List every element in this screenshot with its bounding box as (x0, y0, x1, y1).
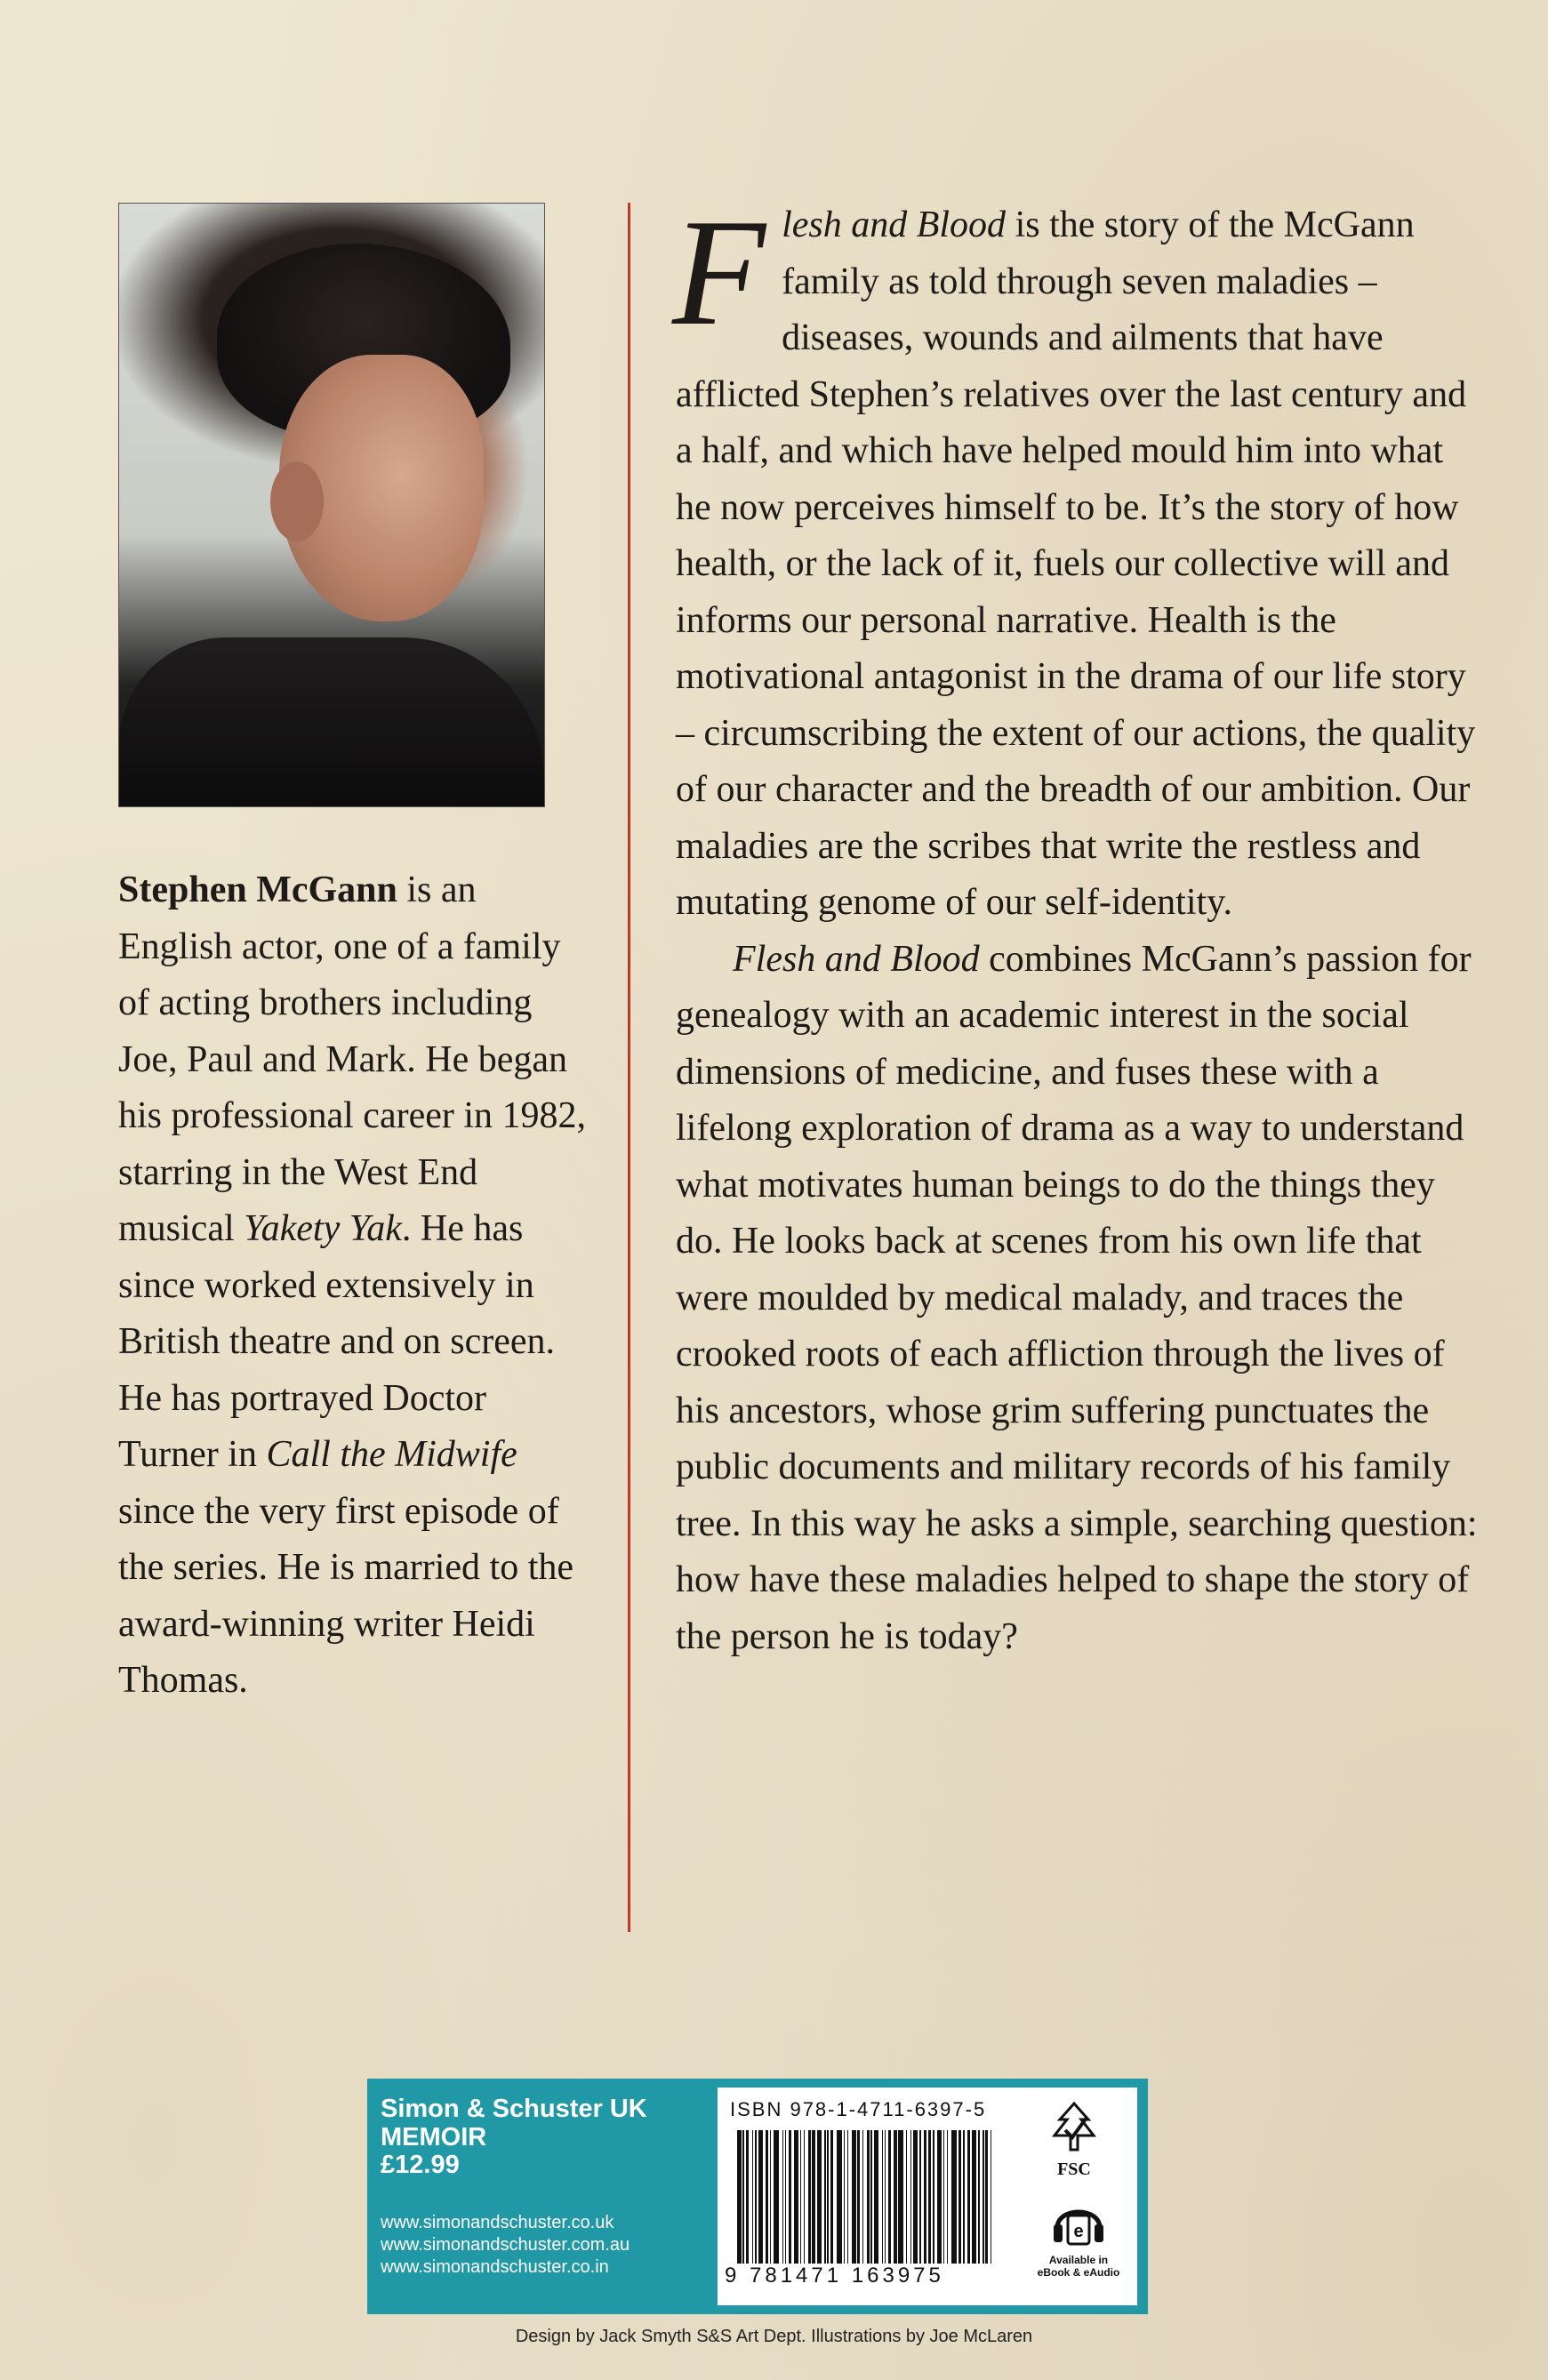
barcode-bar (817, 2130, 822, 2264)
barcode-bar (928, 2130, 931, 2264)
barcode-bar (958, 2130, 961, 2264)
barcode (737, 2130, 995, 2264)
barcode-bar (837, 2130, 842, 2264)
barcode-bar (933, 2130, 934, 2264)
barcode-bar (898, 2130, 903, 2264)
barcode-bar (870, 2130, 872, 2264)
barcode-bar (983, 2130, 984, 2264)
barcode-bar (978, 2130, 980, 2264)
design-credits: Design by Jack Smyth S&S Art Dept. Illustrations by Joe McLaren (515, 2327, 1033, 2346)
bio-text-2: . He has since worked extensively in British theatre and on screen. He has portrayed Doctor Turner in (118, 1208, 555, 1475)
ebook-glyph: e (1073, 2222, 1084, 2241)
barcode-bar (888, 2130, 891, 2264)
url-in[interactable]: www.simonandschuster.co.in (381, 2257, 609, 2277)
url-au[interactable]: www.simonandschuster.com.au (381, 2235, 630, 2255)
barcode-bar (894, 2130, 896, 2264)
barcode-bar (766, 2130, 768, 2264)
barcode-bar (794, 2130, 798, 2264)
barcode-bar (874, 2130, 878, 2264)
ebook-label: Available in eBook & eAudio (1037, 2254, 1120, 2279)
barcode-bar (844, 2130, 846, 2264)
barcode-bar (862, 2130, 864, 2264)
barcode-bar (758, 2130, 763, 2264)
imprint-name: Simon & Schuster UK (381, 2095, 647, 2123)
barcode-bar (924, 2130, 926, 2264)
barcode-bar (808, 2130, 811, 2264)
barcode-bar (913, 2130, 918, 2264)
barcode-bar (947, 2130, 949, 2264)
divider-rule (628, 203, 630, 1932)
author-bio (118, 862, 590, 1710)
bio-show-2: Call the Midwife (266, 1434, 517, 1475)
barcode-bar (910, 2130, 912, 2264)
url-uk[interactable]: www.simonandschuster.co.uk (381, 2213, 614, 2232)
barcode-bar (847, 2130, 849, 2264)
barcode-panel (718, 2088, 1137, 2305)
publisher-urls (381, 2212, 630, 2279)
barcode-bar (737, 2130, 742, 2264)
barcode-bar (782, 2130, 784, 2264)
barcode-bar (867, 2130, 870, 2264)
barcode-bar (906, 2130, 908, 2264)
book-blurb (672, 188, 1480, 1665)
author-photo (118, 203, 545, 807)
barcode-bar (752, 2130, 754, 2264)
author-name: Stephen McGann (118, 869, 397, 910)
barcode-bar (967, 2130, 970, 2264)
photo-ear (270, 461, 324, 541)
tree-check-icon (1047, 2100, 1101, 2155)
bio-show-1: Yakety Yak (244, 1208, 402, 1249)
fsc-label: FSC (1057, 2160, 1091, 2179)
barcode-bar (882, 2130, 884, 2264)
barcode-bar (789, 2130, 791, 2264)
barcode-bar (774, 2130, 779, 2264)
barcode-bar (824, 2130, 826, 2264)
bio-text-1: is an English actor, one of a family of acting brothers including Joe, Paul and Mark. He began his professional career in 1982, starring in the West End musical (118, 869, 587, 1249)
barcode-bar (804, 2130, 806, 2264)
barcode-bar (972, 2130, 976, 2264)
blurb-title-1: lesh and Blood (782, 204, 1007, 245)
barcode-bar (746, 2130, 749, 2264)
bio-text-3: since the very first episode of the series. He is married to the award-winning writer Heidi Thomas. (118, 1490, 573, 1701)
photo-shirt (119, 637, 544, 806)
barcode-bar (963, 2130, 965, 2264)
barcode-bar (991, 2130, 992, 2264)
price-label: £12.99 (381, 2151, 460, 2179)
genre-label: MEMOIR (381, 2123, 487, 2152)
barcode-bar (885, 2130, 886, 2264)
publisher-box (367, 2079, 1148, 2314)
barcode-bar (985, 2130, 988, 2264)
isbn-label: ISBN 978-1-4711-6397-5 (730, 2098, 987, 2120)
blurb-paragraph-2 (676, 932, 1480, 1666)
barcode-bar (827, 2130, 829, 2264)
drop-cap: F (672, 188, 766, 357)
barcode-bar (742, 2130, 744, 2264)
barcode-bar (857, 2130, 860, 2264)
barcode-bar (770, 2130, 772, 2264)
barcode-bar (943, 2130, 945, 2264)
publisher-info (381, 2095, 683, 2179)
barcode-bar (852, 2130, 856, 2264)
barcode-digits: 9 781471 163975 (725, 2264, 944, 2288)
blurb-text-2: combines McGann’s passion for genealogy with an academic interest in the social dimensions of medicine, and fuses these with a lifelong exploration of drama as a way to understand what motivates human beings to do the things they do. He looks back at scenes from his own life that were moulded by medical malady, and traces the crooked roots of each affliction through the lives of his ancestors, whose grim suffering punctuates the public documents and military records of his family tree. In this way he asks a simple, searching question: how have these maladies helped to shape the story of the person he is today? (676, 938, 1478, 1657)
barcode-bar (830, 2130, 833, 2264)
barcode-bar (951, 2130, 957, 2264)
barcode-bar (785, 2130, 787, 2264)
blurb-paragraph-1 (672, 188, 1480, 932)
headphones-ebook-icon (1050, 2192, 1107, 2249)
blurb-title-2: Flesh and Blood (733, 938, 980, 980)
ebook-badge (1034, 2192, 1123, 2279)
fsc-logo (1034, 2100, 1114, 2180)
barcode-bar (919, 2130, 921, 2264)
barcode-bar (800, 2130, 802, 2264)
barcode-bar (812, 2130, 814, 2264)
blurb-text-1: is the story of the McGann family as told through seven maladies – diseases, wounds and ailments that have afflicted Stephen’s relatives over the last century and a half, and which have helped mould him into what he now perceives himself to be. It’s the story of how health, or the lack of it, fuels our collective will and informs our personal narrative. Health is the motivational antagonist in the drama of our life story – circumscribing the extent of our actions, the quality of our character and the breadth of our ambition. Our maladies are the scribes that write the restless and mutating genome of our self-identity. (676, 204, 1476, 923)
barcode-bar (937, 2130, 942, 2264)
barcode-bar (755, 2130, 757, 2264)
